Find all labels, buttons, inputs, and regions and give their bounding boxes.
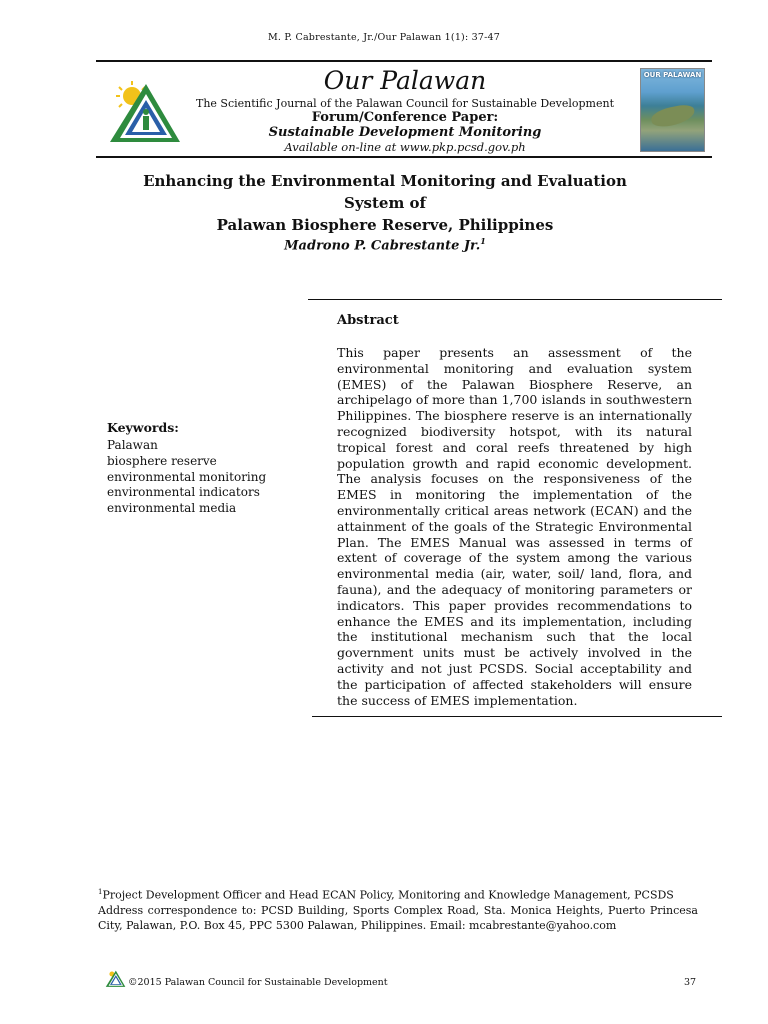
footnote-address: Address correspondence to: PCSD Building, Sports Complex Road, Sta. Monica Heights, Puerto Princesa City, Palawan, P.O. Box 45, PPC 5300 Palawan, Philippines. Email: mcabrestante@yahoo.com	[98, 903, 698, 932]
keyword-item: biosphere reserve	[107, 453, 217, 468]
masthead-bottom-rule	[96, 156, 712, 158]
keywords-heading: Keywords:	[107, 420, 179, 435]
journal-cover-thumbnail	[640, 68, 705, 152]
abstract-top-rule	[308, 299, 722, 300]
cover-title: OUR PALAWAN	[643, 71, 702, 79]
forum-label: Forum/Conference Paper:	[311, 110, 499, 125]
abstract-bottom-rule	[312, 716, 722, 717]
footnote-line-1	[98, 885, 698, 903]
author-footnote-mark: 1	[480, 236, 486, 246]
abstract-body: This paper presents an assessment of the environmental monitoring and evaluation system (EMES) of the Palawan Biosphere Reserve, an archipelago of more than 1,700 islands in southwestern Philippines. The biosphere reserve is an internationally recognized biodiversity hotspot, with its natural tropical forest and coral reefs threatened by high population growth and rapid economic development. The analysis focuses on the responsiveness of the EMES in monitoring the implementation of the environmentally critical areas network (ECAN) and the attainment of the goals of the Strategic Environmental Plan. The EMES Manual was assessed in terms of extent of coverage of the system among the various environmental media (air, water, soil/ land, flora, and fauna), and the adequacy of monitoring parameters or indicators. This paper provides recommendations to enhance the EMES and its implementation, including the institutional mechanism such that the local government units must be actively involved in the activity and not just PCSDS. Social acceptability and the participation of affected stakeholders will ensure the success of EMES implementation.	[337, 345, 692, 708]
track-label: Sustainable Development Monitoring	[268, 125, 542, 140]
footnote	[98, 885, 698, 933]
author-text: Madrono P. Cabrestante Jr.	[284, 238, 481, 254]
paper-title-line-2: Palawan Biosphere Reserve, Philippines	[216, 216, 554, 234]
footnote-mark: 1	[98, 888, 103, 896]
keyword-item: environmental monitoring	[107, 469, 267, 484]
pcsd-footer-logo	[104, 969, 126, 988]
author-name	[200, 236, 570, 253]
copyright-notice: ©2015 Palawan Council for Sustainable Development	[128, 977, 388, 988]
keyword-item: Palawan	[107, 438, 158, 452]
footnote-affiliation: Project Development Officer and Head ECAN Policy, Monitoring and Knowledge Management, PCSDS	[102, 888, 674, 902]
keywords-list	[107, 438, 307, 517]
masthead-top-rule	[96, 60, 712, 62]
pcsd-logo	[104, 78, 182, 146]
journal-subtitle: The Scientific Journal of the Palawan Council for Sustainable Development	[196, 97, 614, 110]
keyword-item: environmental indicators	[107, 485, 260, 500]
keyword-item: environmental media	[107, 501, 237, 516]
journal-title: Our Palawan	[323, 66, 487, 95]
running-head: M. P. Cabrestante, Jr./Our Palawan 1(1): 37-47	[268, 32, 500, 43]
island-image	[650, 103, 697, 130]
online-availability-link[interactable]: Available on-line at www.pkp.pcsd.gov.ph	[284, 140, 526, 154]
paper-title	[120, 170, 650, 236]
abstract-heading: Abstract	[337, 313, 399, 328]
paper-title-line-1: Enhancing the Environmental Monitoring and Evaluation System of	[143, 172, 627, 212]
page-number: 37	[684, 977, 697, 988]
